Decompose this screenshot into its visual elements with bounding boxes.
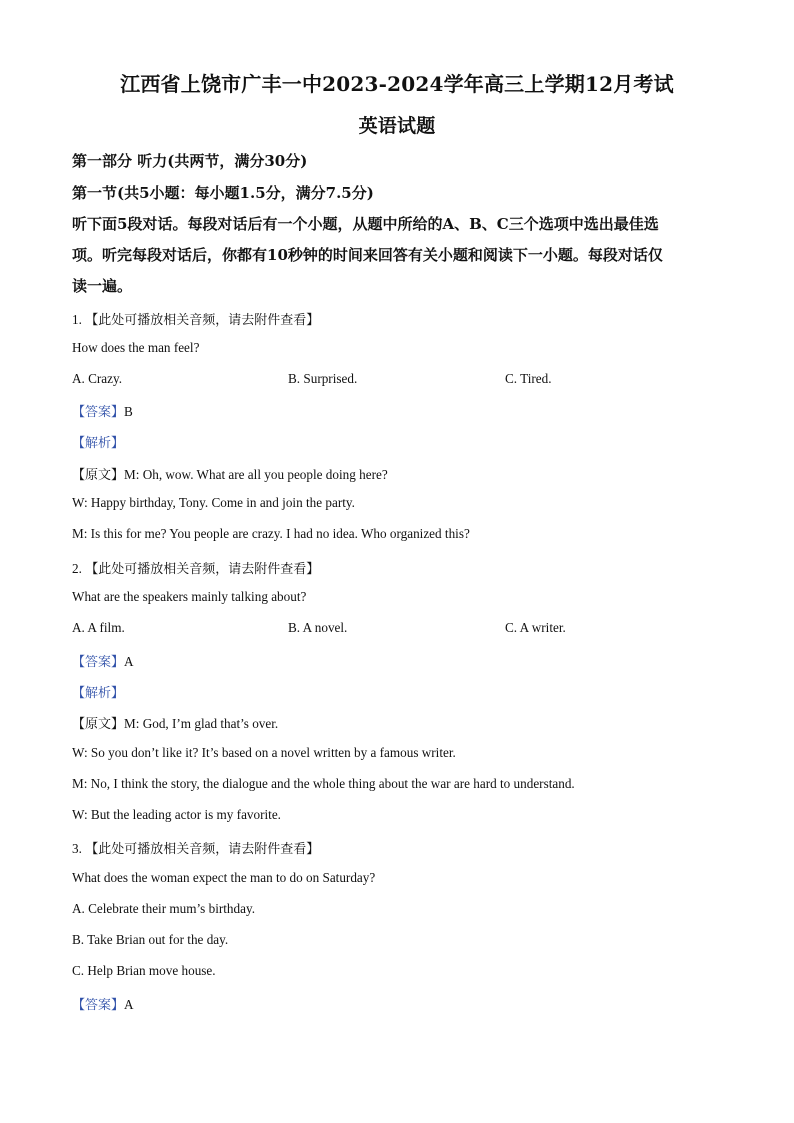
question-1-option-c: C. Tired. [505,371,552,386]
question-3-option-c: C. Help Brian move house. [72,963,216,978]
question-2-transcript-1 [72,713,278,732]
answer-value: A [124,654,134,669]
analysis-label: 【解析】 [72,436,125,451]
answer-label: 【答案】 [72,405,125,420]
question-2-option-b: B. A novel. [288,620,348,635]
question-1-answer [72,401,133,420]
instructions-line-3: 读一遍。 [72,277,133,295]
transcript-line: M: Oh, wow. What are all you people doing here? [124,467,388,482]
question-1-transcript-3: M: Is this for me? You people are crazy. I had no idea. Who organized this? [72,526,470,541]
question-1-option-a: A. Crazy. [72,371,123,386]
section-heading: 第一节(共5小题：每小题1.5分，满分7.5分) [72,184,374,202]
question-3-header [72,838,319,857]
question-1-transcript-2: W: Happy birthday, Tony. Come in and join the party. [72,495,355,510]
question-1-header [72,309,319,328]
instructions-line-2: 项。听完每段对话后，你都有10秒钟的时间来回答有关小题和阅读下一小题。每段对话仅 [72,246,663,264]
question-3-answer [72,994,134,1013]
original-label: 【原文】 [72,468,125,483]
question-1-transcript-1 [72,464,388,483]
audio-note: 【此处可播放相关音频，请去附件查看】 [85,313,320,328]
question-3-option-a: A. Celebrate their mum’s birthday. [72,901,255,916]
question-2-transcript-2: W: So you don’t like it? It’s based on a novel written by a famous writer. [72,745,456,760]
question-number: 2. [72,561,82,576]
instructions-line-1: 听下面5段对话。每段对话后有一个小题，从题中所给的A、B、C三个选项中选出最佳选 [72,215,659,233]
audio-note: 【此处可播放相关音频，请去附件查看】 [85,562,320,577]
question-2-header [72,558,319,577]
question-number: 3. [72,841,82,856]
question-1-text: How does the man feel? [72,340,200,355]
question-1-analysis [72,432,124,451]
question-3-text: What does the woman expect the man to do on Saturday? [72,870,376,885]
audio-note: 【此处可播放相关音频，请去附件查看】 [85,842,320,857]
question-number: 1. [72,312,82,327]
answer-value: B [124,404,133,419]
part-heading: 第一部分 听力(共两节，满分30分) [72,152,308,170]
question-1-option-b: B. Surprised. [288,371,358,386]
question-2-analysis [72,682,124,701]
original-label: 【原文】 [72,717,125,732]
document-subtitle: 英语试题 [358,115,436,137]
question-2-transcript-4: W: But the leading actor is my favorite. [72,807,281,822]
question-2-text: What are the speakers mainly talking about? [72,589,307,604]
answer-value: A [124,997,134,1012]
analysis-label: 【解析】 [72,686,125,701]
document-title: 江西省上饶市广丰一中2023-2024学年高三上学期12月考试 [120,72,674,96]
question-2-option-a: A. A film. [72,620,125,635]
answer-label: 【答案】 [72,998,125,1013]
question-2-option-c: C. A writer. [505,620,566,635]
question-3-option-b: B. Take Brian out for the day. [72,932,229,947]
question-2-answer [72,651,134,670]
answer-label: 【答案】 [72,655,125,670]
transcript-line: M: God, I’m glad that’s over. [124,716,279,731]
question-2-transcript-3: M: No, I think the story, the dialogue and the whole thing about the war are hard to understand. [72,776,575,791]
